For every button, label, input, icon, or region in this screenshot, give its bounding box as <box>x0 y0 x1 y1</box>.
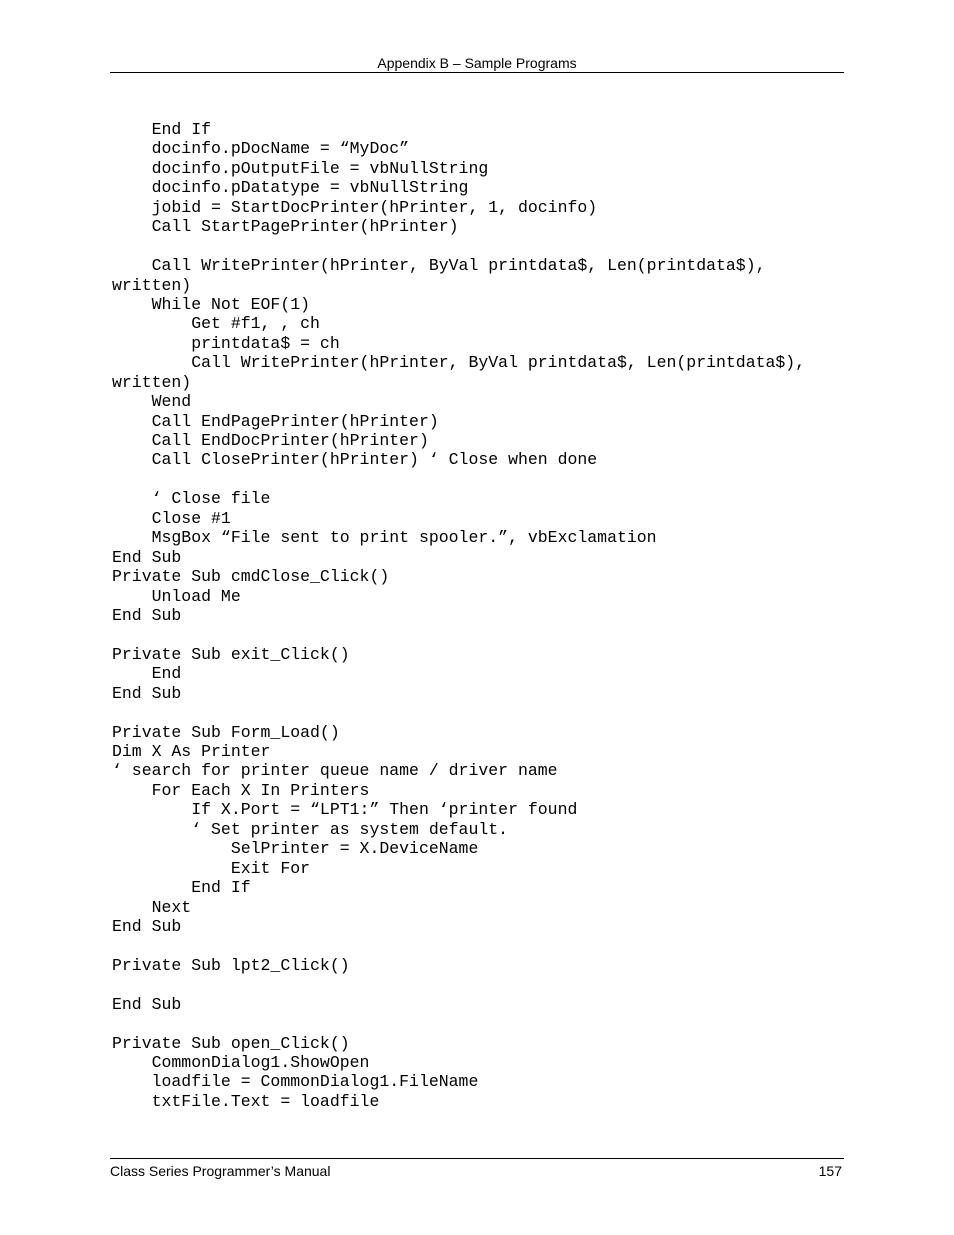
footer-title: Class Series Programmer’s Manual <box>110 1163 331 1179</box>
code-line: SelPrinter = X.DeviceName <box>112 839 479 859</box>
code-line: ‘ search for printer queue name / driver name <box>112 761 558 781</box>
code-line: docinfo.pDatatype = vbNullString <box>112 178 469 198</box>
code-line: End If <box>112 120 212 139</box>
code-line: written) <box>112 275 192 295</box>
code-line: End Sub <box>112 916 182 936</box>
code-line: Wend <box>112 392 192 412</box>
code-line: For Each X In Printers <box>112 780 370 800</box>
code-line: Call EndDocPrinter(hPrinter) <box>112 431 429 450</box>
code-line: Private Sub Form_Load() <box>112 722 340 742</box>
code-line: Call ClosePrinter(hPrinter) ‘ Close when done <box>112 450 598 470</box>
code-line: Call WritePrinter(hPrinter, ByVal printdata$, Len(printdata$), <box>112 353 806 373</box>
code-line <box>112 975 852 994</box>
code-line: loadfile = CommonDialog1.FileName <box>112 1072 479 1092</box>
code-line: Next <box>112 897 192 917</box>
code-line: End <box>112 664 182 684</box>
code-line: txtFile.Text = loadfile <box>112 1091 380 1111</box>
code-line: printdata$ = ch <box>112 333 340 353</box>
page-number: 157 <box>818 1163 842 1179</box>
code-line <box>112 1014 852 1033</box>
code-line: docinfo.pDocName = “MyDoc” <box>112 139 410 159</box>
code-line: Get #f1, , ch <box>112 314 320 334</box>
code-line: CommonDialog1.ShowOpen <box>112 1053 370 1072</box>
code-line <box>112 625 852 644</box>
code-line: ‘ Close file <box>112 489 271 509</box>
code-line: End If <box>112 878 251 898</box>
code-line: Close #1 <box>112 508 231 528</box>
page-header <box>110 55 844 73</box>
code-line: End Sub <box>112 605 182 625</box>
code-listing <box>112 120 852 1111</box>
code-line: Exit For <box>112 858 311 878</box>
code-line <box>112 470 852 489</box>
code-line: Private Sub cmdClose_Click() <box>112 567 390 587</box>
code-line: docinfo.pOutputFile = vbNullString <box>112 158 489 178</box>
code-line: If X.Port = “LPT1:” Then ‘printer found <box>112 800 578 820</box>
code-line: Private Sub lpt2_Click() <box>112 955 350 975</box>
code-line: jobid = StartDocPrinter(hPrinter, 1, docinfo) <box>112 197 598 217</box>
code-line: written) <box>112 372 192 392</box>
code-line <box>112 936 852 955</box>
code-line: Call WritePrinter(hPrinter, ByVal printdata$, Len(printdata$), <box>112 256 766 276</box>
code-line: Private Sub open_Click() <box>112 1033 350 1053</box>
page-footer <box>110 1158 844 1179</box>
code-line: Call EndPagePrinter(hPrinter) <box>112 411 439 431</box>
header-title: Appendix B – Sample Programs <box>377 55 577 71</box>
code-line: MsgBox “File sent to print spooler.”, vbExclamation <box>112 528 657 548</box>
code-line: Private Sub exit_Click() <box>112 644 350 664</box>
code-line: End Sub <box>112 994 182 1014</box>
code-line <box>112 237 852 256</box>
code-line: While Not EOF(1) <box>112 294 311 314</box>
code-line: Unload Me <box>112 586 241 606</box>
code-line: End Sub <box>112 547 182 567</box>
code-line: End Sub <box>112 683 182 703</box>
code-line: Call StartPagePrinter(hPrinter) <box>112 217 459 237</box>
code-line: Dim X As Printer <box>112 742 271 761</box>
code-line: ‘ Set printer as system default. <box>112 819 509 839</box>
code-line <box>112 703 852 722</box>
